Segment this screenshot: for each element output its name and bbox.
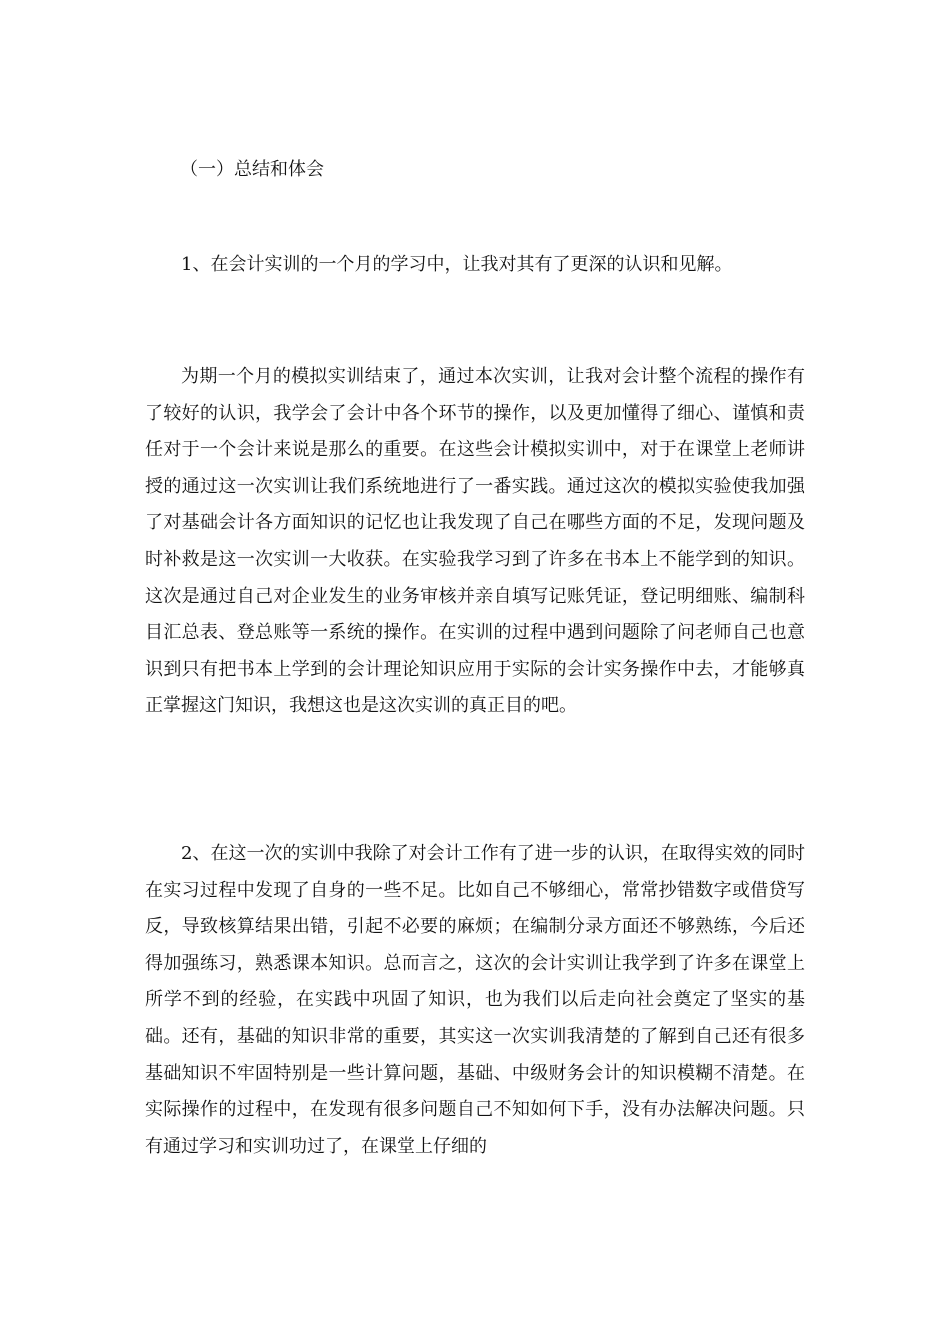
paragraph-2: 为期一个月的模拟实训结束了，通过本次实训，让我对会计整个流程的操作有了较好的认识，我学会了会计中各个环节的操作，以及更加懂得了细心、谨慎和责任对于一个会计来说是那么的重要。在这些会计模拟实训中，对于在课堂上老师讲授的通过这一次实训让我们系统地进行了一番实践。通过这次的模拟实验使我加强了对基础会计各方面知识的记忆也让我发现了自己在哪些方面的不足，发现问题及时补救是这一次实训一大收获。在实验我学习到了许多在书本上不能学到的知识。这次是通过自己对企业发生的业务审核并亲自填写记账凭证，登记明细账、编制科目汇总表、登总账等一系统的操作。在实训的过程中遇到问题除了问老师自己也意识到只有把书本上学到的会计理论知识应用于实际的会计实务操作中去，才能够真正掌握这门知识，我想这也是这次实训的真正目的吧。 (145, 366, 805, 717)
section-heading: （一）总结和体会 (180, 159, 324, 180)
paragraph-3: 2、在这一次的实训中我除了对会计工作有了进一步的认识，在取得实效的同时在实习过程中发现了自身的一些不足。比如自己不够细心，常常抄错数字或借贷写反，导致核算结果出错，引起不必要的麻烦；在编制分录方面还不够熟练，今后还得加强练习，熟悉课本知识。总而言之，这次的会计实训让我学到了许多在课堂上所学不到的经验，在实践中巩固了知识，也为我们以后走向社会奠定了坚实的基础。还有，基础的知识非常的重要，其实这一次实训我清楚的了解到自己还有很多基础知识不牢固特别是一些计算问题，基础、中级财务会计的知识模糊不清楚。在实际操作的过程中，在发现有很多问题自己不知如何下手，没有办法解决问题。只有通过学习和实训功过了，在课堂上仔细的 (145, 843, 805, 1157)
paragraph-1: 1、在会计实训的一个月的学习中，让我对其有了更深的认识和见解。 (181, 254, 733, 275)
